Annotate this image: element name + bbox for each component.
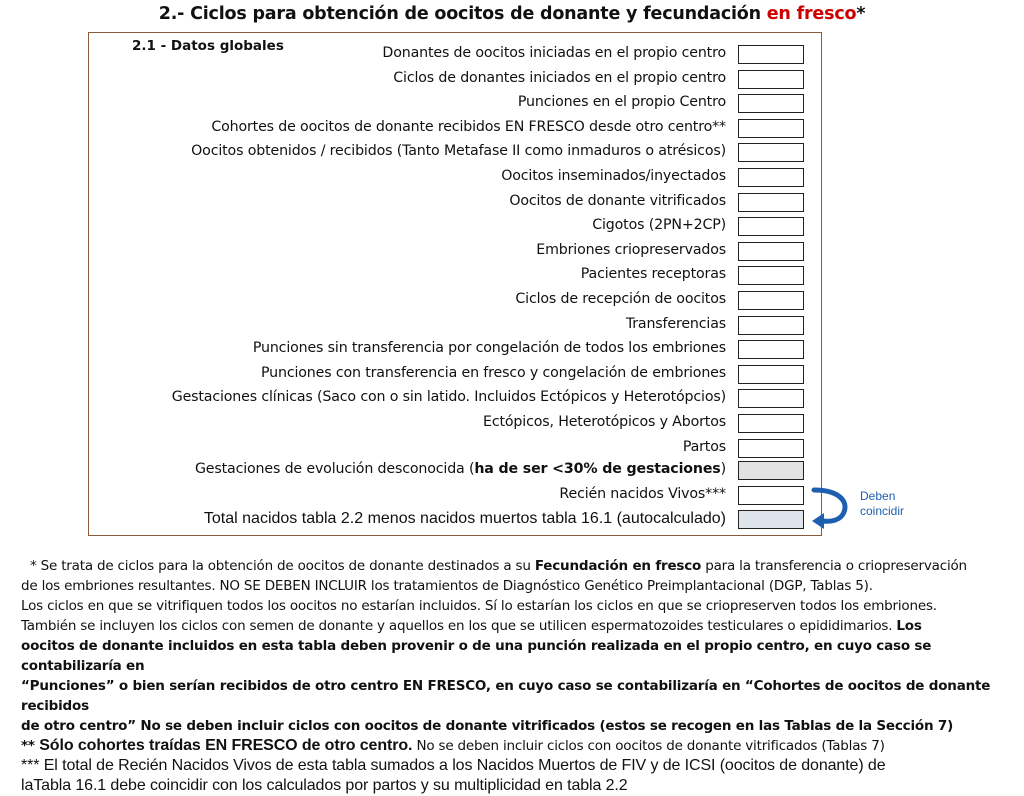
row-input-box[interactable] (738, 217, 804, 236)
row-input-box[interactable] (738, 365, 804, 384)
row-label: Punciones sin transferencia por congelación de todos los embriones (252, 340, 726, 356)
note-line-10: laTabla 16.1 debe coincidir con los calculados por partos y su multiplicidad en tabla 2.2 (21, 777, 628, 794)
note-line-6: “Punciones” o bien serían recibidos de otro centro EN FRESCO, en cuyo caso se contabilizaría en “Cohortes de oocitos de donante recibidos (21, 678, 991, 714)
row-unknown-gestations: Gestaciones de evolución desconocida (ha de ser <30% de gestaciones) (194, 461, 726, 477)
page-title (0, 4, 1024, 24)
row-input-box[interactable] (738, 340, 804, 359)
note-line-2: de los embriones resultantes. NO SE DEBEN INCLUIR los tratamientos de Diagnóstico Genético Preimplantacional (DGP, Tablas 5). (21, 578, 873, 594)
note-line-5: oocitos de donante incluidos en esta tabla deben provenir o de una punción realizada en el propio centro, en cuyo caso se contabilizaría en (21, 638, 932, 674)
row-label: Pacientes receptoras (580, 266, 726, 282)
input-live-births[interactable] (738, 486, 804, 505)
row-input-box[interactable] (738, 242, 804, 261)
row-input-box[interactable] (738, 291, 804, 310)
title-main: 2.- Ciclos para obtención de oocitos de donante y fecundación (158, 4, 767, 24)
row-label: Ciclos de donantes iniciados en el propio centro (393, 70, 726, 86)
side-note-line2: coincidir (860, 504, 905, 518)
row-label: Gestaciones clínicas (Saco con o sin latido. Incluidos Ectópicos y Heterotópcios) (171, 389, 726, 405)
row-label: Ciclos de recepción de oocitos (515, 291, 726, 307)
note-line-9: *** El total de Recién Nacidos Vivos de esta tabla sumados a los Nacidos Muertos de FIV y de ICSI (oocitos de donante) de (21, 757, 886, 774)
note-line-3: Los ciclos en que se vitrifiquen todos los oocitos no estarían incluidos. Sí lo estarían los ciclos en que se criopreserven todos los embriones. (21, 598, 937, 614)
row-input-box[interactable] (738, 414, 804, 433)
side-note-line1: Deben (860, 489, 896, 503)
input-total-autocalc (738, 510, 804, 529)
row-total: Total nacidos tabla 2.2 menos nacidos muertos tabla 16.1 (autocalculado) (203, 510, 726, 527)
input-unknown-gestations[interactable] (738, 461, 804, 480)
row-input-box[interactable] (738, 70, 804, 89)
row-label: Embriones criopreservados (536, 242, 726, 258)
side-note (860, 489, 904, 519)
row-input-box[interactable] (738, 94, 804, 113)
row-input-box[interactable] (738, 119, 804, 138)
title-red: en fresco (766, 4, 857, 24)
row-label: Oocitos de donante vitrificados (509, 193, 726, 209)
note-line-7: de otro centro” No se deben incluir ciclos con oocitos de donante vitrificados (estos se recogen en las Tablas de la Sección 7) (21, 718, 954, 734)
row-label: Ectópicos, Heterotópicos y Abortos (483, 414, 726, 430)
row-label: Transferencias (625, 316, 726, 332)
row-input-box[interactable] (738, 168, 804, 187)
row-input-box[interactable] (738, 143, 804, 162)
row-label: Oocitos obtenidos / recibidos (Tanto Metafase II como inmaduros o atrésicos) (191, 143, 726, 159)
row-input-box[interactable] (738, 439, 804, 458)
row-label: Cohortes de oocitos de donante recibidos EN FRESCO desde otro centro** (211, 119, 726, 135)
note-line-8: ** Sólo cohortes traídas EN FRESCO de otro centro. No se deben incluir ciclos con oocitos de donante vitrificados (Tablas 7) (21, 737, 885, 754)
row-input-box[interactable] (738, 193, 804, 212)
row-input-box[interactable] (738, 45, 804, 64)
section-label: 2.1 - Datos globales (132, 38, 284, 54)
row-label: Cigotos (2PN+2CP) (592, 217, 726, 233)
row-input-box[interactable] (738, 389, 804, 408)
title-tail: * (856, 4, 866, 24)
row-label: Punciones con transferencia en fresco y congelación de embriones (261, 365, 726, 381)
note-line-1: * Se trata de ciclos para la obtención de oocitos de donante destinados a su Fecundación en fresco para la transferencia o criopreservación (30, 558, 967, 574)
row-label: Donantes de oocitos iniciadas en el propio centro (382, 45, 726, 61)
row-input-box[interactable] (738, 266, 804, 285)
row-input-box[interactable] (738, 316, 804, 335)
footnotes (21, 556, 1011, 796)
note-line-4: También se incluyen los ciclos con semen de donante y aquellos en los que se utilicen espermatozoides testiculares o epididimarios. Los (21, 618, 922, 634)
row-label: Punciones en el propio Centro (517, 94, 726, 110)
row-label: Oocitos inseminados/inyectados (501, 168, 726, 184)
row-live-births: Recién nacidos Vivos*** (559, 486, 726, 502)
row-label: Partos (682, 439, 726, 455)
curved-arrow-icon (806, 484, 854, 530)
row-unknown-bold: ha de ser <30% de gestaciones (474, 461, 721, 477)
